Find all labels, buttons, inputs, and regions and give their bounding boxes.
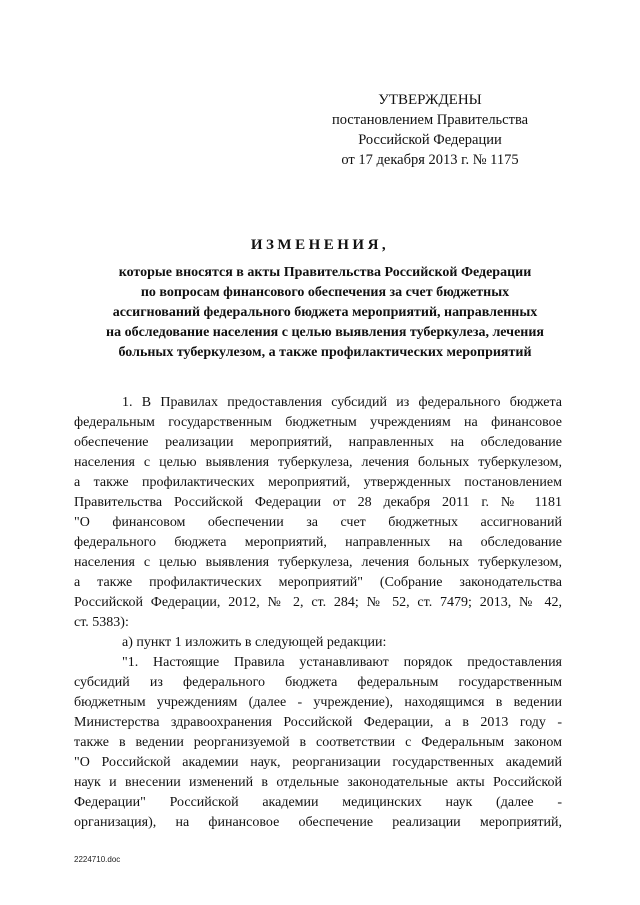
body-line: "О Российской академии наук, реорганизации государственных академий — [74, 755, 562, 770]
body-line: Правительства Российской Федерации от 28 декабря 2011 г. № 1181 — [74, 495, 562, 510]
document-body — [74, 393, 562, 833]
body-line: населения с целью выявления туберкулеза, лечения больных туберкулезом, — [74, 555, 562, 570]
subtitle-line: которые вносятся в акты Правительства Российской Федерации — [118, 265, 532, 280]
body-line: 1. В Правилах предоставления субсидий из федерального бюджета — [122, 395, 562, 410]
subtitle-line: по вопросам финансового обеспечения за счет бюджетных — [140, 285, 510, 300]
body-line: также в ведении реорганизуемой в соответствии с Федеральным законом — [74, 735, 562, 750]
body-line: населения с целью выявления туберкулеза, лечения больных туберкулезом, — [74, 455, 562, 470]
body-line: а также профилактических мероприятий, утвержденных постановлением — [74, 475, 562, 490]
document-subtitle — [60, 263, 590, 363]
body-line: а также профилактических мероприятий" (Собрание законодательства — [74, 575, 562, 590]
body-line: "О финансовом обеспечении за счет бюджетных ассигнований — [74, 515, 562, 530]
body-line: "1. Настоящие Правила устанавливают порядок предоставления — [122, 655, 562, 670]
body-line: обеспечение реализации мероприятий, направленных на обследование — [74, 435, 562, 450]
subtitle-line: на обследование населения с целью выявления туберкулеза, лечения — [106, 325, 544, 340]
body-line: а) пункт 1 изложить в следующей редакции: — [122, 635, 387, 650]
approval-line: Российской Федерации — [358, 132, 502, 148]
approval-heading: УТВЕРЖДЕНЫ — [378, 92, 482, 108]
body-line: субсидий из федерального бюджета федеральным государственным — [74, 675, 562, 690]
body-line: наук и внесении изменений в отдельные законодательные акты Российской — [74, 775, 562, 790]
body-line: федерального бюджета мероприятий, направленных на обследование — [74, 535, 562, 550]
body-line: организация), на финансовое обеспечение реализации мероприятий, — [74, 815, 562, 830]
body-line: федеральным государственным бюджетным учреждениям на финансовое — [74, 415, 562, 430]
subtitle-line: больных туберкулезом, а также профилактических мероприятий — [118, 345, 532, 360]
document-title: ИЗМЕНЕНИЯ, — [250, 237, 390, 253]
document-file-id: 2224710.doc — [74, 855, 121, 864]
subtitle-line: ассигнований федерального бюджета мероприятий, направленных — [112, 305, 538, 320]
approval-line: от 17 декабря 2013 г. № 1175 — [341, 152, 519, 168]
body-line: Министерства здравоохранения Российской Федерации, а в 2013 году - — [74, 715, 562, 730]
approval-block — [330, 90, 530, 170]
body-line: ст. 5383): — [74, 615, 129, 630]
body-line: Российской Федерации, 2012, № 2, ст. 284; № 52, ст. 7479; 2013, № 42, — [74, 595, 562, 610]
body-line: Федерации" Российской академии медицинских наук (далее - — [74, 795, 562, 810]
approval-line: постановлением Правительства — [331, 112, 529, 128]
body-line: бюджетным учреждениям (далее - учреждение), находящимся в ведении — [74, 695, 562, 710]
